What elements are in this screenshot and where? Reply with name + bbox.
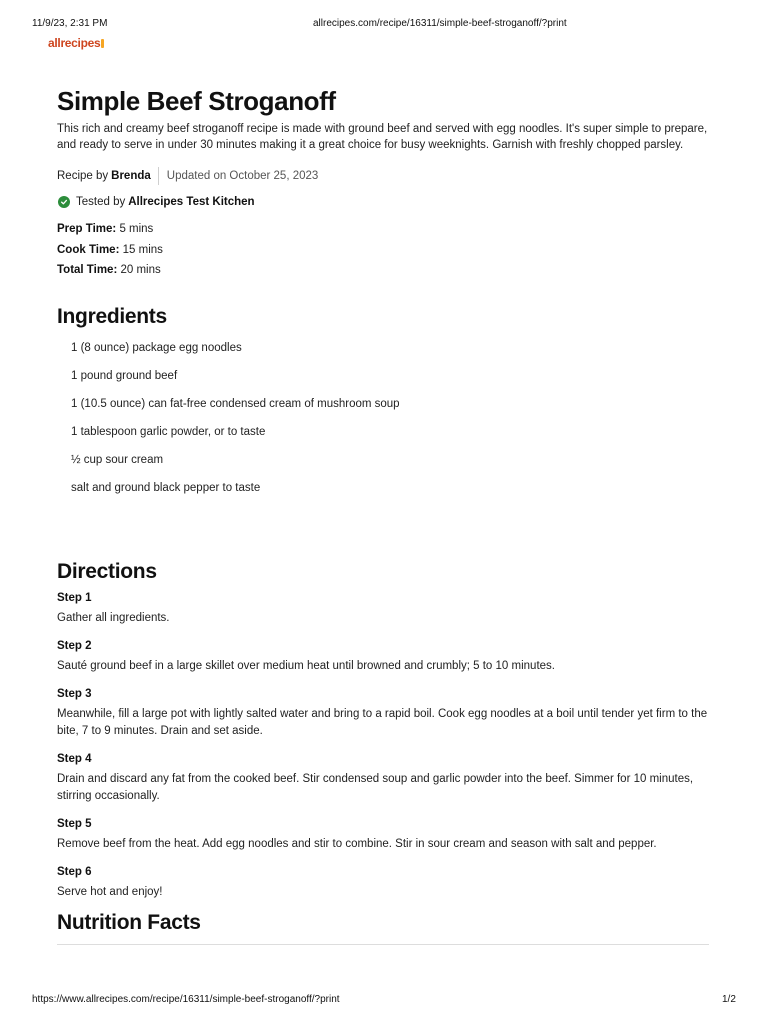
recipe-content [57,85,713,945]
step-text: Remove beef from the heat. Add egg noodles and stir to combine. Stir in sour cream and season with salt and pepper. [57,837,657,850]
ingredient-item: 1 (8 ounce) package egg noodles [71,341,242,354]
ingredient-item: 1 (10.5 ounce) can fat-free condensed cream of mushroom soup [71,397,400,410]
time-label: Total Time: [57,264,118,276]
recipe-title: Simple Beef Stroganoff [57,86,336,116]
step-label: Step 6 [57,865,92,878]
cook-time [57,240,713,261]
page-number: 1/2 [722,994,736,1005]
time-value: 5 mins [119,223,154,235]
byline-prefix: Recipe by [57,170,109,182]
ingredient-item: salt and ground black pepper to taste [71,482,261,495]
byline-divider [158,167,159,185]
step-text: Meanwhile, fill a large pot with lightly salted water and bring to a rapid boil. Cook egg noodles at a boil until tender yet firm to the bite, 7 to 9 minutes. Drain and set aside. [57,707,708,737]
step-text: Drain and discard any fat from the cooked beef. Stir condensed soup and garlic powder into the beef. Simmer for 10 minutes, stirring occasionally. [57,772,694,802]
direction-step [57,816,713,853]
prep-time [57,219,713,240]
time-label: Prep Time: [57,223,117,235]
ingredient-item: ½ cup sour cream [71,454,164,467]
direction-step [57,590,713,627]
logo-text: allrecipes [48,36,101,50]
print-footer-url: https://www.allrecipes.com/recipe/16311/simple-beef-stroganoff/?print [32,994,340,1005]
step-label: Step 5 [57,817,92,830]
directions-heading: Directions [57,559,157,583]
spoon-icon [101,39,104,48]
step-text: Gather all ingredients. [57,611,170,624]
ingredient-item: 1 pound ground beef [71,369,178,382]
direction-steps [57,590,713,901]
step-label: Step 1 [57,591,92,604]
direction-step [57,751,713,805]
ingredient-item: 1 tablespoon garlic powder, or to taste [71,426,266,439]
updated-date: Updated on October 25, 2023 [166,170,319,182]
tested-badge [57,194,713,210]
direction-step [57,686,713,740]
tested-prefix: Tested by [76,196,126,208]
recipe-description: This rich and creamy beef stroganoff recipe is made with ground beef and served with egg noodles. It's super simple to prepare, and ready to serve in under 30 minutes making it a great choice for busy weeknights. Garnish with freshly chopped parsley. [57,123,708,151]
direction-step [57,638,713,675]
step-label: Step 3 [57,687,92,700]
print-url: allrecipes.com/recipe/16311/simple-beef-stroganoff/?print [313,18,567,29]
direction-step [57,864,713,901]
ingredients-heading: Ingredients [57,304,167,328]
allrecipes-logo[interactable] [48,36,104,50]
total-time [57,260,713,281]
ingredient-list [57,335,713,504]
test-kitchen-link[interactable]: Allrecipes Test Kitchen [128,196,255,208]
recipe-times [57,219,713,281]
print-datetime: 11/9/23, 2:31 PM [32,18,108,29]
author-link[interactable]: Brenda [111,170,151,182]
step-label: Step 2 [57,639,92,652]
step-label: Step 4 [57,752,92,765]
step-text: Serve hot and enjoy! [57,885,163,898]
step-text: Sauté ground beef in a large skillet over medium heat until browned and crumbly; 5 to 10 minutes. [57,659,555,672]
recipe-byline [57,168,713,184]
check-icon [58,196,70,208]
time-label: Cook Time: [57,243,120,256]
section-divider [57,944,709,945]
time-value: 20 mins [120,264,161,276]
time-value: 15 mins [122,243,163,256]
nutrition-heading: Nutrition Facts [57,910,201,934]
